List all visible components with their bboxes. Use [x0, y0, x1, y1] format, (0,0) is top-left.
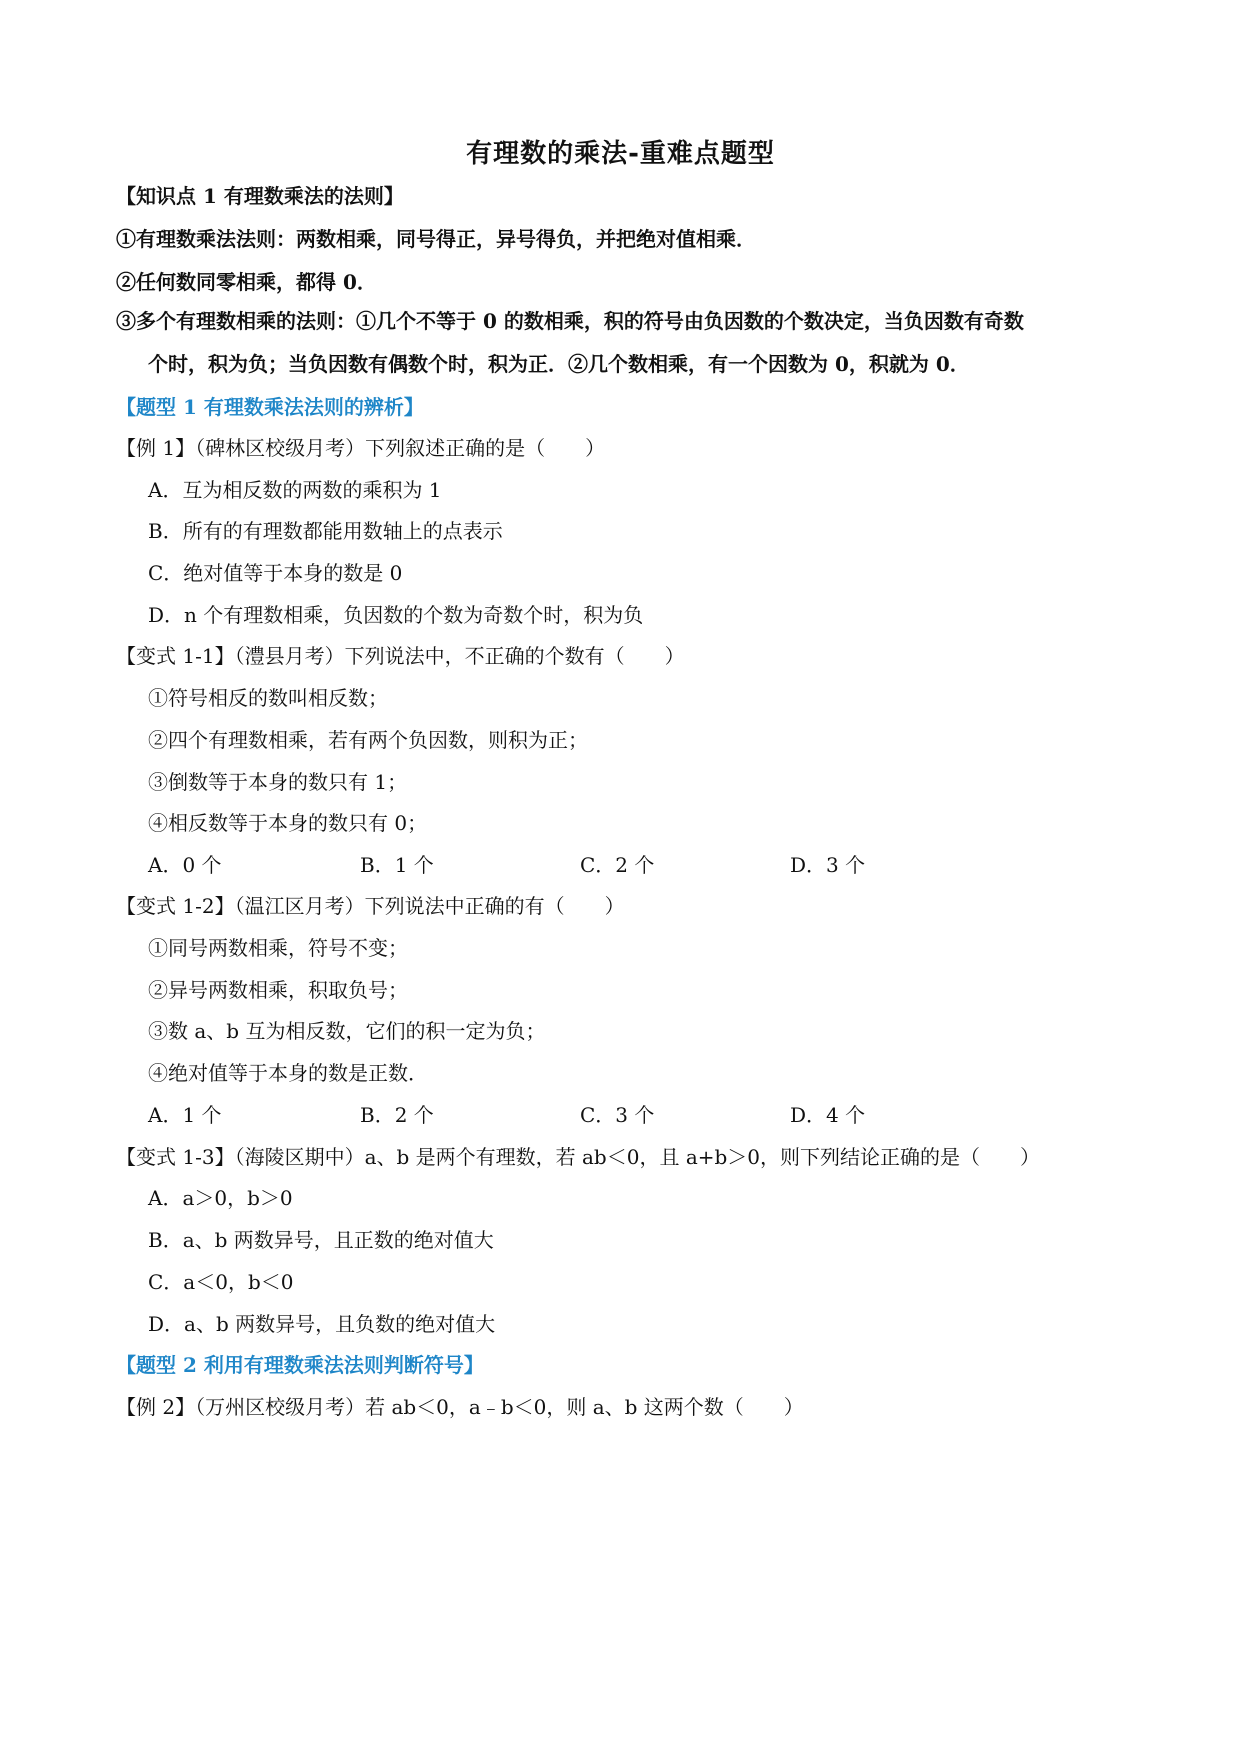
variant1-2-statement-2: ②异号两数相乘，积取负号；	[148, 978, 408, 1002]
example1-option-b: B．所有的有理数都能用数轴上的点表示	[148, 519, 503, 543]
variant1-2-option-b: B．2 个	[360, 1103, 434, 1127]
variant1-2-statement-3: ③数 a、b 互为相反数，它们的积一定为负；	[148, 1019, 546, 1043]
page-title: 有理数的乘法-重难点题型	[466, 139, 775, 169]
variant1-3-stem: 【变式 1-3】（海陵区期中）a、b 是两个有理数，若 ab＜0，且 a+b＞0，则下列结论正确的是（ ）	[116, 1145, 1041, 1169]
variant1-2-stem: 【变式 1-2】（温江区月考）下列说法中正确的有（ ）	[116, 894, 625, 918]
knowledge-heading: 【知识点 1 有理数乘法的法则】	[116, 184, 404, 208]
variant1-1-option-d: D．3 个	[790, 853, 866, 877]
variant1-2-option-c: C．3 个	[580, 1103, 655, 1127]
knowledge-rule-3-line-1: ③多个有理数相乘的法则：①几个不等于 0 的数相乘，积的符号由负因数的个数决定，当负因数有奇数	[116, 309, 1024, 333]
example2-stem: 【例 2】（万州区校级月考）若 ab＜0，a﹣b＜0，则 a、b 这两个数（ ）	[116, 1395, 804, 1419]
example1-stem: 【例 1】（碑林区校级月考）下列叙述正确的是（ ）	[116, 436, 606, 460]
example1-option-a: A．互为相反数的两数的乘积为 1	[148, 478, 442, 502]
type2-heading: 【题型 2 利用有理数乘法法则判断符号】	[116, 1353, 484, 1377]
variant1-3-option-c: C．a＜0，b＜0	[148, 1270, 294, 1294]
variant1-3-option-d: D．a、b 两数异号，且负数的绝对值大	[148, 1312, 496, 1336]
variant1-2-option-d: D．4 个	[790, 1103, 866, 1127]
variant1-1-statement-4: ④相反数等于本身的数只有 0；	[148, 811, 428, 835]
variant1-2-statement-1: ①同号两数相乘，符号不变；	[148, 936, 408, 960]
variant1-2-option-a: A．1 个	[148, 1103, 222, 1127]
variant1-1-option-a: A．0 个	[148, 853, 222, 877]
variant1-2-statement-4: ④绝对值等于本身的数是正数．	[148, 1061, 428, 1085]
example1-option-c: C．绝对值等于本身的数是 0	[148, 561, 403, 585]
variant1-1-option-c: C．2 个	[580, 853, 655, 877]
variant1-1-statement-3: ③倒数等于本身的数只有 1；	[148, 770, 408, 794]
knowledge-rule-3-line-2: 个时，积为负；当负因数有偶数个时，积为正．②几个数相乘，有一个因数为 0，积就为 0．	[148, 352, 970, 376]
type1-heading: 【题型 1 有理数乘法法则的辨析】	[116, 395, 424, 419]
variant1-1-statement-1: ①符号相反的数叫相反数；	[148, 686, 388, 710]
variant1-3-option-a: A．a＞0，b＞0	[148, 1186, 293, 1210]
knowledge-rule-2: ②任何数同零相乘，都得 0．	[116, 270, 377, 294]
variant1-1-stem: 【变式 1-1】（澧县月考）下列说法中，不正确的个数有（ ）	[116, 644, 685, 668]
variant1-1-option-b: B．1 个	[360, 853, 434, 877]
example1-option-d: D．n 个有理数相乘，负因数的个数为奇数个时，积为负	[148, 603, 644, 627]
variant1-1-statement-2: ②四个有理数相乘，若有两个负因数，则积为正；	[148, 728, 588, 752]
knowledge-rule-1: ①有理数乘法法则：两数相乘，同号得正，异号得负，并把绝对值相乘．	[116, 227, 756, 251]
variant1-3-option-b: B．a、b 两数异号，且正数的绝对值大	[148, 1228, 494, 1252]
